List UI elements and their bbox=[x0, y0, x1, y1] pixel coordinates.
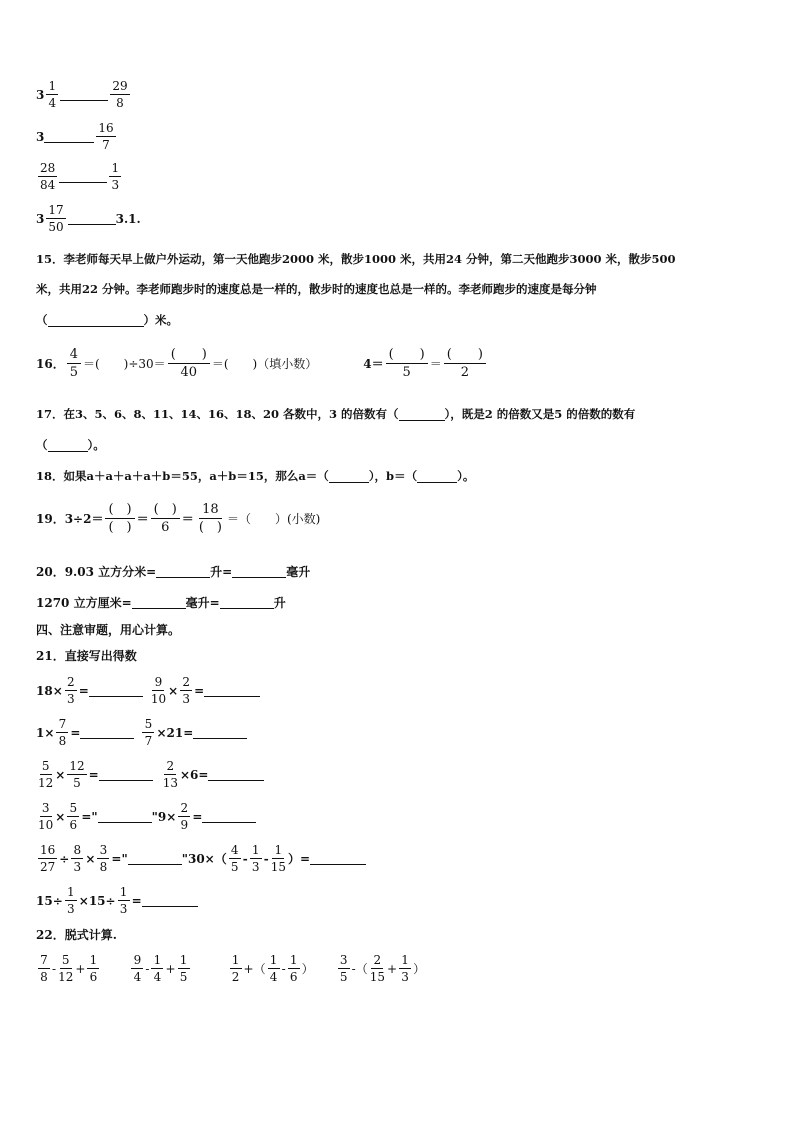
question-17-line-1: 17．在3、5、6、8、11、14、16、18、20 各数中，3 的倍数有（ ），既是2 的倍数又是5 的倍数的数有 bbox=[36, 407, 636, 421]
fraction: $\frac{7}{8}$ bbox=[56, 718, 68, 747]
question-17-line-2: （ ）。 bbox=[36, 438, 105, 452]
expression-3: 1 2 +（ 1 4 - 1 6 ） bbox=[228, 954, 314, 983]
calc-row-2: 1× $\frac{7}{8}$ = $\frac{5}{7}$ ×21= bbox=[36, 718, 247, 747]
question-20-line-1: 20．9.03 立方分米= 升= 毫升 bbox=[36, 565, 311, 579]
answer-blank[interactable] bbox=[220, 596, 274, 609]
answer-blank[interactable] bbox=[232, 565, 286, 578]
number: 3.1. bbox=[115, 211, 141, 226]
fraction: 1 15 bbox=[270, 843, 286, 874]
fraction: 3 5 bbox=[338, 954, 350, 983]
fraction: $\frac{1}{3}$ bbox=[399, 954, 411, 983]
answer-blank[interactable] bbox=[417, 470, 457, 483]
fraction: $\frac{1}{3}$ bbox=[65, 886, 77, 915]
fraction: 7 8 bbox=[38, 954, 50, 983]
answer-blank[interactable] bbox=[89, 684, 143, 697]
answer-blank[interactable] bbox=[128, 852, 182, 865]
fraction: $\frac{1}{3}$ bbox=[118, 886, 130, 915]
fraction: 9 4 bbox=[131, 954, 143, 983]
expression-row bbox=[36, 954, 425, 983]
mixed-whole: 3 bbox=[36, 211, 45, 226]
fraction: 1 2 bbox=[230, 954, 242, 983]
fraction: 28 84 bbox=[40, 161, 56, 192]
calc-row-3: $\frac{5}{12}$ × $\frac{12}{5}$ = $\frac{2}{13}$ ×6= bbox=[36, 760, 264, 789]
fraction: $\frac{5}{6}$ bbox=[67, 802, 79, 831]
fraction: $\frac{2}{13}$ bbox=[162, 759, 178, 790]
fraction: $\frac{2}{3}$ bbox=[65, 676, 77, 705]
expression-1: 7 8 - 5 12 + $\frac{1}{6}$ bbox=[36, 954, 101, 983]
fraction: 1 6 bbox=[288, 954, 300, 983]
question-15-line-2: 米，共用22 分钟。李老师跑步时的速度总是一样的，散步时的速度也总是一样的。李老师跑步的速度是每分钟 bbox=[36, 282, 597, 296]
compare-row-1 bbox=[36, 80, 132, 109]
answer-blank[interactable] bbox=[204, 684, 260, 697]
fraction: $\frac{9}{10}$ bbox=[150, 675, 167, 706]
answer-blank[interactable] bbox=[68, 212, 116, 225]
calc-row-4: $\frac{3}{10}$ × $\frac{5}{6}$ =" " 9× $\frac{2}{9}$ = bbox=[36, 802, 256, 831]
compare-row-2 bbox=[36, 122, 118, 151]
question-18: 18．如果a＋a＋a＋a＋b＝55，a＋b＝15，那么a＝（ ），b＝（ ）。 bbox=[36, 469, 475, 483]
answer-blank[interactable] bbox=[59, 170, 107, 183]
compare-row-3 bbox=[36, 162, 123, 191]
compare-row-4 bbox=[36, 204, 141, 233]
fraction: 29 8 bbox=[112, 79, 128, 110]
answer-blank[interactable] bbox=[44, 130, 94, 143]
mixed-whole: 3 bbox=[36, 87, 45, 102]
fraction: 1 3 bbox=[250, 844, 262, 873]
answer-blank[interactable] bbox=[399, 408, 445, 421]
fraction: $\frac{5}{12}$ bbox=[38, 759, 54, 790]
answer-blank[interactable] bbox=[202, 810, 256, 823]
question-21-title: 21．直接写出得数 bbox=[36, 649, 137, 663]
section-heading: 四、注意审题，用心计算。 bbox=[36, 623, 181, 637]
fraction: 1 3 bbox=[109, 162, 121, 191]
fraction: $\frac{1}{5}$ bbox=[178, 954, 190, 983]
answer-blank[interactable] bbox=[80, 726, 134, 739]
fraction: $\frac{2}{3}$ bbox=[180, 676, 192, 705]
answer-blank[interactable] bbox=[60, 88, 108, 101]
answer-blank[interactable] bbox=[98, 810, 152, 823]
answer-blank[interactable] bbox=[208, 768, 264, 781]
answer-blank[interactable] bbox=[156, 565, 210, 578]
fraction: $\frac{3}{8}$ bbox=[97, 844, 109, 873]
answer-blank[interactable] bbox=[48, 314, 144, 327]
answer-blank[interactable] bbox=[48, 439, 88, 452]
question-16: 16． 4 5 ＝( )÷30＝ ( ) 40 ＝( )（填小数） 4＝ ( ) 5 ＝ ( ) 2 bbox=[36, 348, 488, 379]
fraction: 16 7 bbox=[98, 121, 114, 152]
fraction: $\frac{12}{5}$ bbox=[69, 759, 85, 790]
question-15-line-3: （ ）米。 bbox=[36, 313, 178, 327]
expression-2: 9 4 - 1 4 + $\frac{1}{5}$ bbox=[129, 954, 191, 983]
question-15-line-1: 15．李老师每天早上做户外运动，第一天他跑步2000 米，散步1000 米，共用24 分钟，第二天他跑步3000 米，散步500 bbox=[36, 252, 676, 266]
question-20-line-2: 1270 立方厘米= 毫升= 升 bbox=[36, 596, 286, 610]
fraction: 17 50 bbox=[48, 203, 64, 234]
fraction: $\frac{2}{9}$ bbox=[178, 802, 190, 831]
answer-blank[interactable] bbox=[99, 768, 153, 781]
fraction: $\frac{1}{6}$ bbox=[87, 954, 99, 983]
fraction-blank[interactable]: 18 ( ) bbox=[198, 502, 222, 535]
calc-row-6: 15÷ $\frac{1}{3}$ ×15÷ $\frac{1}{3}$ = bbox=[36, 886, 198, 915]
fraction-blank[interactable]: ( ) ( ) bbox=[105, 503, 134, 534]
fraction-blank[interactable]: ( ) 6 bbox=[151, 503, 180, 534]
answer-blank[interactable] bbox=[142, 894, 198, 907]
fraction: $\frac{5}{7}$ bbox=[142, 718, 154, 747]
fraction: 4 5 bbox=[67, 348, 81, 379]
fraction-blank[interactable]: ( ) 5 bbox=[386, 348, 428, 379]
expression-4: 3 5 -（ 2 15 + $\frac{1}{3}$ ） bbox=[336, 954, 425, 983]
answer-blank[interactable] bbox=[329, 470, 369, 483]
fraction: 4 5 bbox=[229, 844, 241, 873]
fraction: 5 12 bbox=[58, 953, 74, 984]
fraction-blank[interactable]: ( ) 40 bbox=[168, 348, 210, 379]
answer-blank[interactable] bbox=[310, 852, 366, 865]
question-22-title: 22．脱式计算. bbox=[36, 928, 117, 942]
calc-row-1: 18× $\frac{2}{3}$ = $\frac{9}{10}$ × $\frac{2}{3}$ = bbox=[36, 676, 260, 705]
number: 3 bbox=[36, 129, 45, 144]
fraction: 1 4 bbox=[268, 954, 280, 983]
calc-row-5: $\frac{16}{27}$ ÷ $\frac{8}{3}$ × $\frac{3}{8}$ =" " 30×（ 4 5 - 1 3 - 1 15 ）= bbox=[36, 844, 366, 873]
fraction: $\frac{3}{10}$ bbox=[38, 801, 54, 832]
answer-blank[interactable] bbox=[193, 726, 247, 739]
fraction: 2 15 bbox=[369, 953, 386, 984]
fraction: $\frac{16}{27}$ bbox=[40, 843, 56, 874]
fraction: $\frac{8}{3}$ bbox=[71, 844, 83, 873]
answer-blank[interactable] bbox=[132, 596, 186, 609]
fraction-blank[interactable]: ( ) 2 bbox=[444, 348, 486, 379]
fraction: 1 4 bbox=[46, 80, 58, 109]
question-19: 19．3÷2＝ ( ) ( ) ＝ ( ) 6 ＝ 18 ( ) ＝（ ）(小数) bbox=[36, 502, 321, 535]
fraction: 1 4 bbox=[151, 954, 163, 983]
